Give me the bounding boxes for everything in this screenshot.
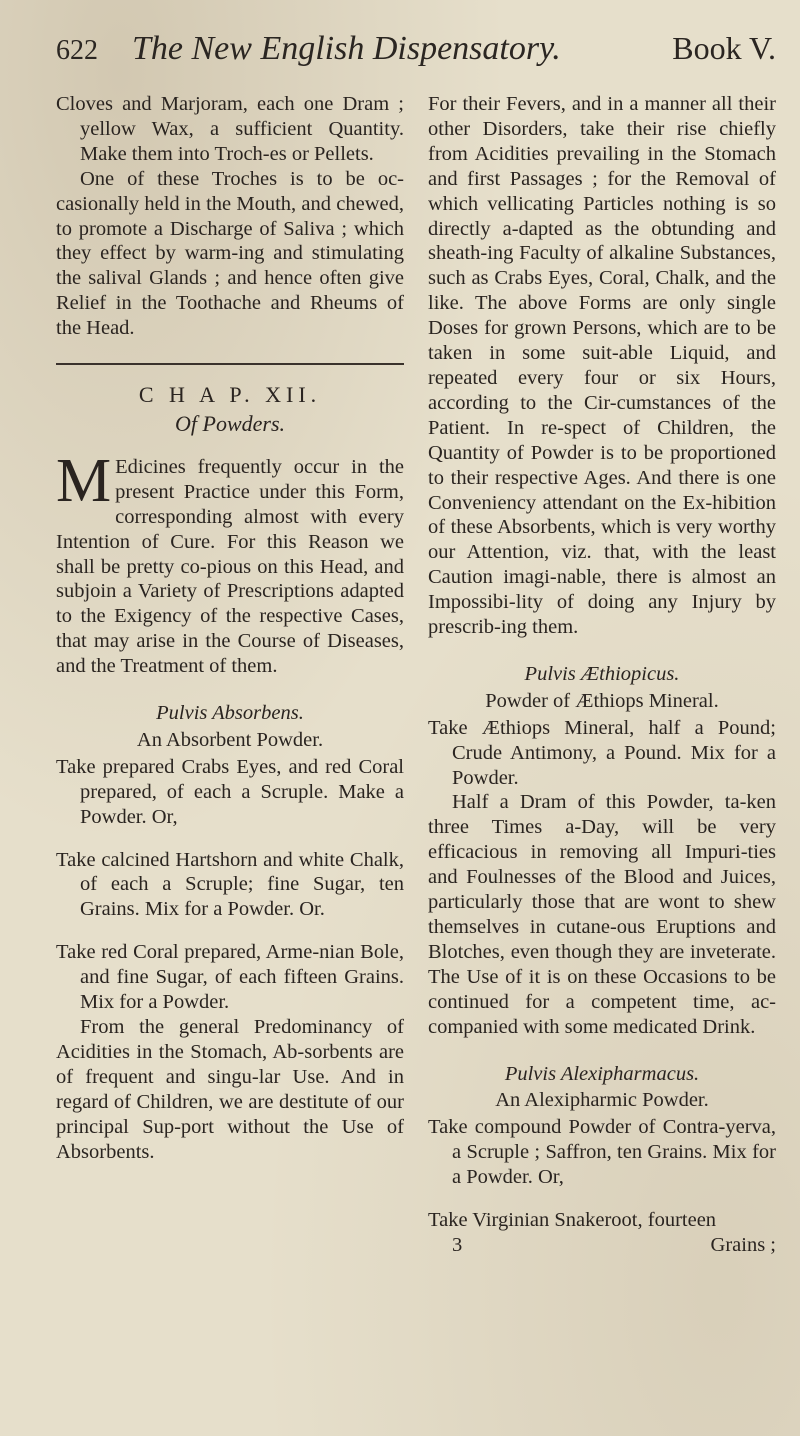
chapter-subtitle: Of Powders.	[175, 410, 285, 436]
recipe-subtitle-absorbent: An Absorbent Powder.	[136, 728, 324, 751]
recipe-absorbent-alt-1: Take calcined Hartshorn and white Chalk, of each a Scruple; fine Sugar, ten Grains. Mix for a Powder. Or.	[56, 848, 404, 921]
page-number: 622	[56, 35, 98, 66]
absorbent-notes-continued: For their Fevers, and in a manner all their other Disorders, take their rise chiefly from Acidities prevailing in the Stomach and first Passages ; for the Removal of which vellicating Particles nothing is so directly a-dapted as the obtunding and sheath-ing Faculty of alkaline Substances, such as Crabs Eyes, Coral, Chalk, and the like. The above Forms are only single Doses for grown Persons, which are to be taken in some suit-able Liquid, and repeated every four or six Hours, according to the Cir-cumstances of the Patient. In re-spect of Children, the Quantity of Powder is to be proportioned to their respective Ages. And there is one Conveniency attendant on the Ex-hibition of these Absorbents, which is very worthy our Attention, viz. that, with the least Caution imagi-nable, there is almost an Impossibi-lity of doing any Injury by prescrib-ing them.	[428, 93, 776, 639]
right-column	[428, 92, 776, 1258]
catchword-line	[428, 1233, 776, 1258]
recipe-absorbent-take: Take prepared Crabs Eyes, and red Coral prepared, of each a Scruple. Make a Powder. Or,	[56, 755, 404, 828]
recipe-title-absorbens: Pulvis Absorbens.	[156, 702, 304, 725]
recipe-title-alexipharmacus: Pulvis Alexipharmacus.	[504, 1062, 700, 1085]
left-column	[56, 92, 404, 1258]
recipe-alexipharmic-alt: Take Virginian Snakeroot, fourteen	[428, 1209, 717, 1232]
signature-mark: 3	[452, 1233, 463, 1256]
running-title: The New English Dispensatory.	[132, 30, 561, 67]
recipe-title-aethiopicus: Pulvis Æthiopicus.	[524, 662, 680, 685]
recipe-subtitle-aethiops: Powder of Æthiops Mineral.	[485, 689, 719, 712]
recipe-aethiops-take: Take Æthiops Mineral, half a Pound; Crude Antimony, a Pound. Mix for a Powder.	[428, 716, 776, 789]
chapter-rule	[56, 363, 404, 365]
chapter-intro	[56, 446, 404, 679]
aethiops-notes: Half a Dram of this Powder, ta-ken three Times a-Day, will be very efficacious in removing all Impuri-ties and Foulnesses of the Blood and Juices, particularly those that are wont to shew themselves in cutane-ous Eruptions and Blotches, even though they are inveterate. The Use of it is on these Occasions to be continued for a competent time, ac-companied with some medicated Drink.	[428, 791, 776, 1038]
recipe-alexipharmic-take: Take compound Powder of Contra-yerva, a Scruple ; Saffron, ten Grains. Mix for a Powder. Or,	[428, 1116, 776, 1189]
troches-note: One of these Troches is to be oc-casionally held in the Mouth, and chewed, to promote a Discharge of Saliva ; which they effect by warm-ing and stimulating the salival Glands ; and hence often give Relief in the Toothache and Rheums of the Head.	[56, 167, 404, 340]
drop-cap: M	[56, 446, 112, 515]
absorbent-notes: From the general Predominancy of Acidities in the Stomach, Ab-sorbents are of frequent and singu-lar Use. And in regard of Children, we are destitute of our principal Sup-port without the Use of Absorbents.	[56, 1016, 404, 1163]
recipe-continuation: Cloves and Marjoram, each one Dram ; yellow Wax, a sufficient Quantity. Make them into Troch-es or Pellets.	[56, 93, 404, 165]
recipe-subtitle-alexipharmic: An Alexipharmic Powder.	[495, 1089, 709, 1112]
catchword: Grains ;	[710, 1233, 776, 1256]
book-label: Book V.	[672, 30, 776, 66]
running-head	[56, 30, 776, 82]
chapter-heading: C H A P. XII.	[138, 382, 322, 408]
recipe-absorbent-alt-2: Take red Coral prepared, Arme-nian Bole, and fine Sugar, of each fifteen Grains. Mix for a Powder.	[56, 941, 404, 1014]
chapter-intro-text: Edicines frequently occur in the present Practice under this Form, corresponding almost with every Intention of Cure. For this Reason we shall be pretty co-pious on this Head, and subjoin a Variety of Prescriptions adapted to the Exigency of the respective Cases, that may arise in the Course of Diseases, and the Treatment of them.	[56, 455, 404, 678]
text-columns	[56, 92, 776, 1258]
